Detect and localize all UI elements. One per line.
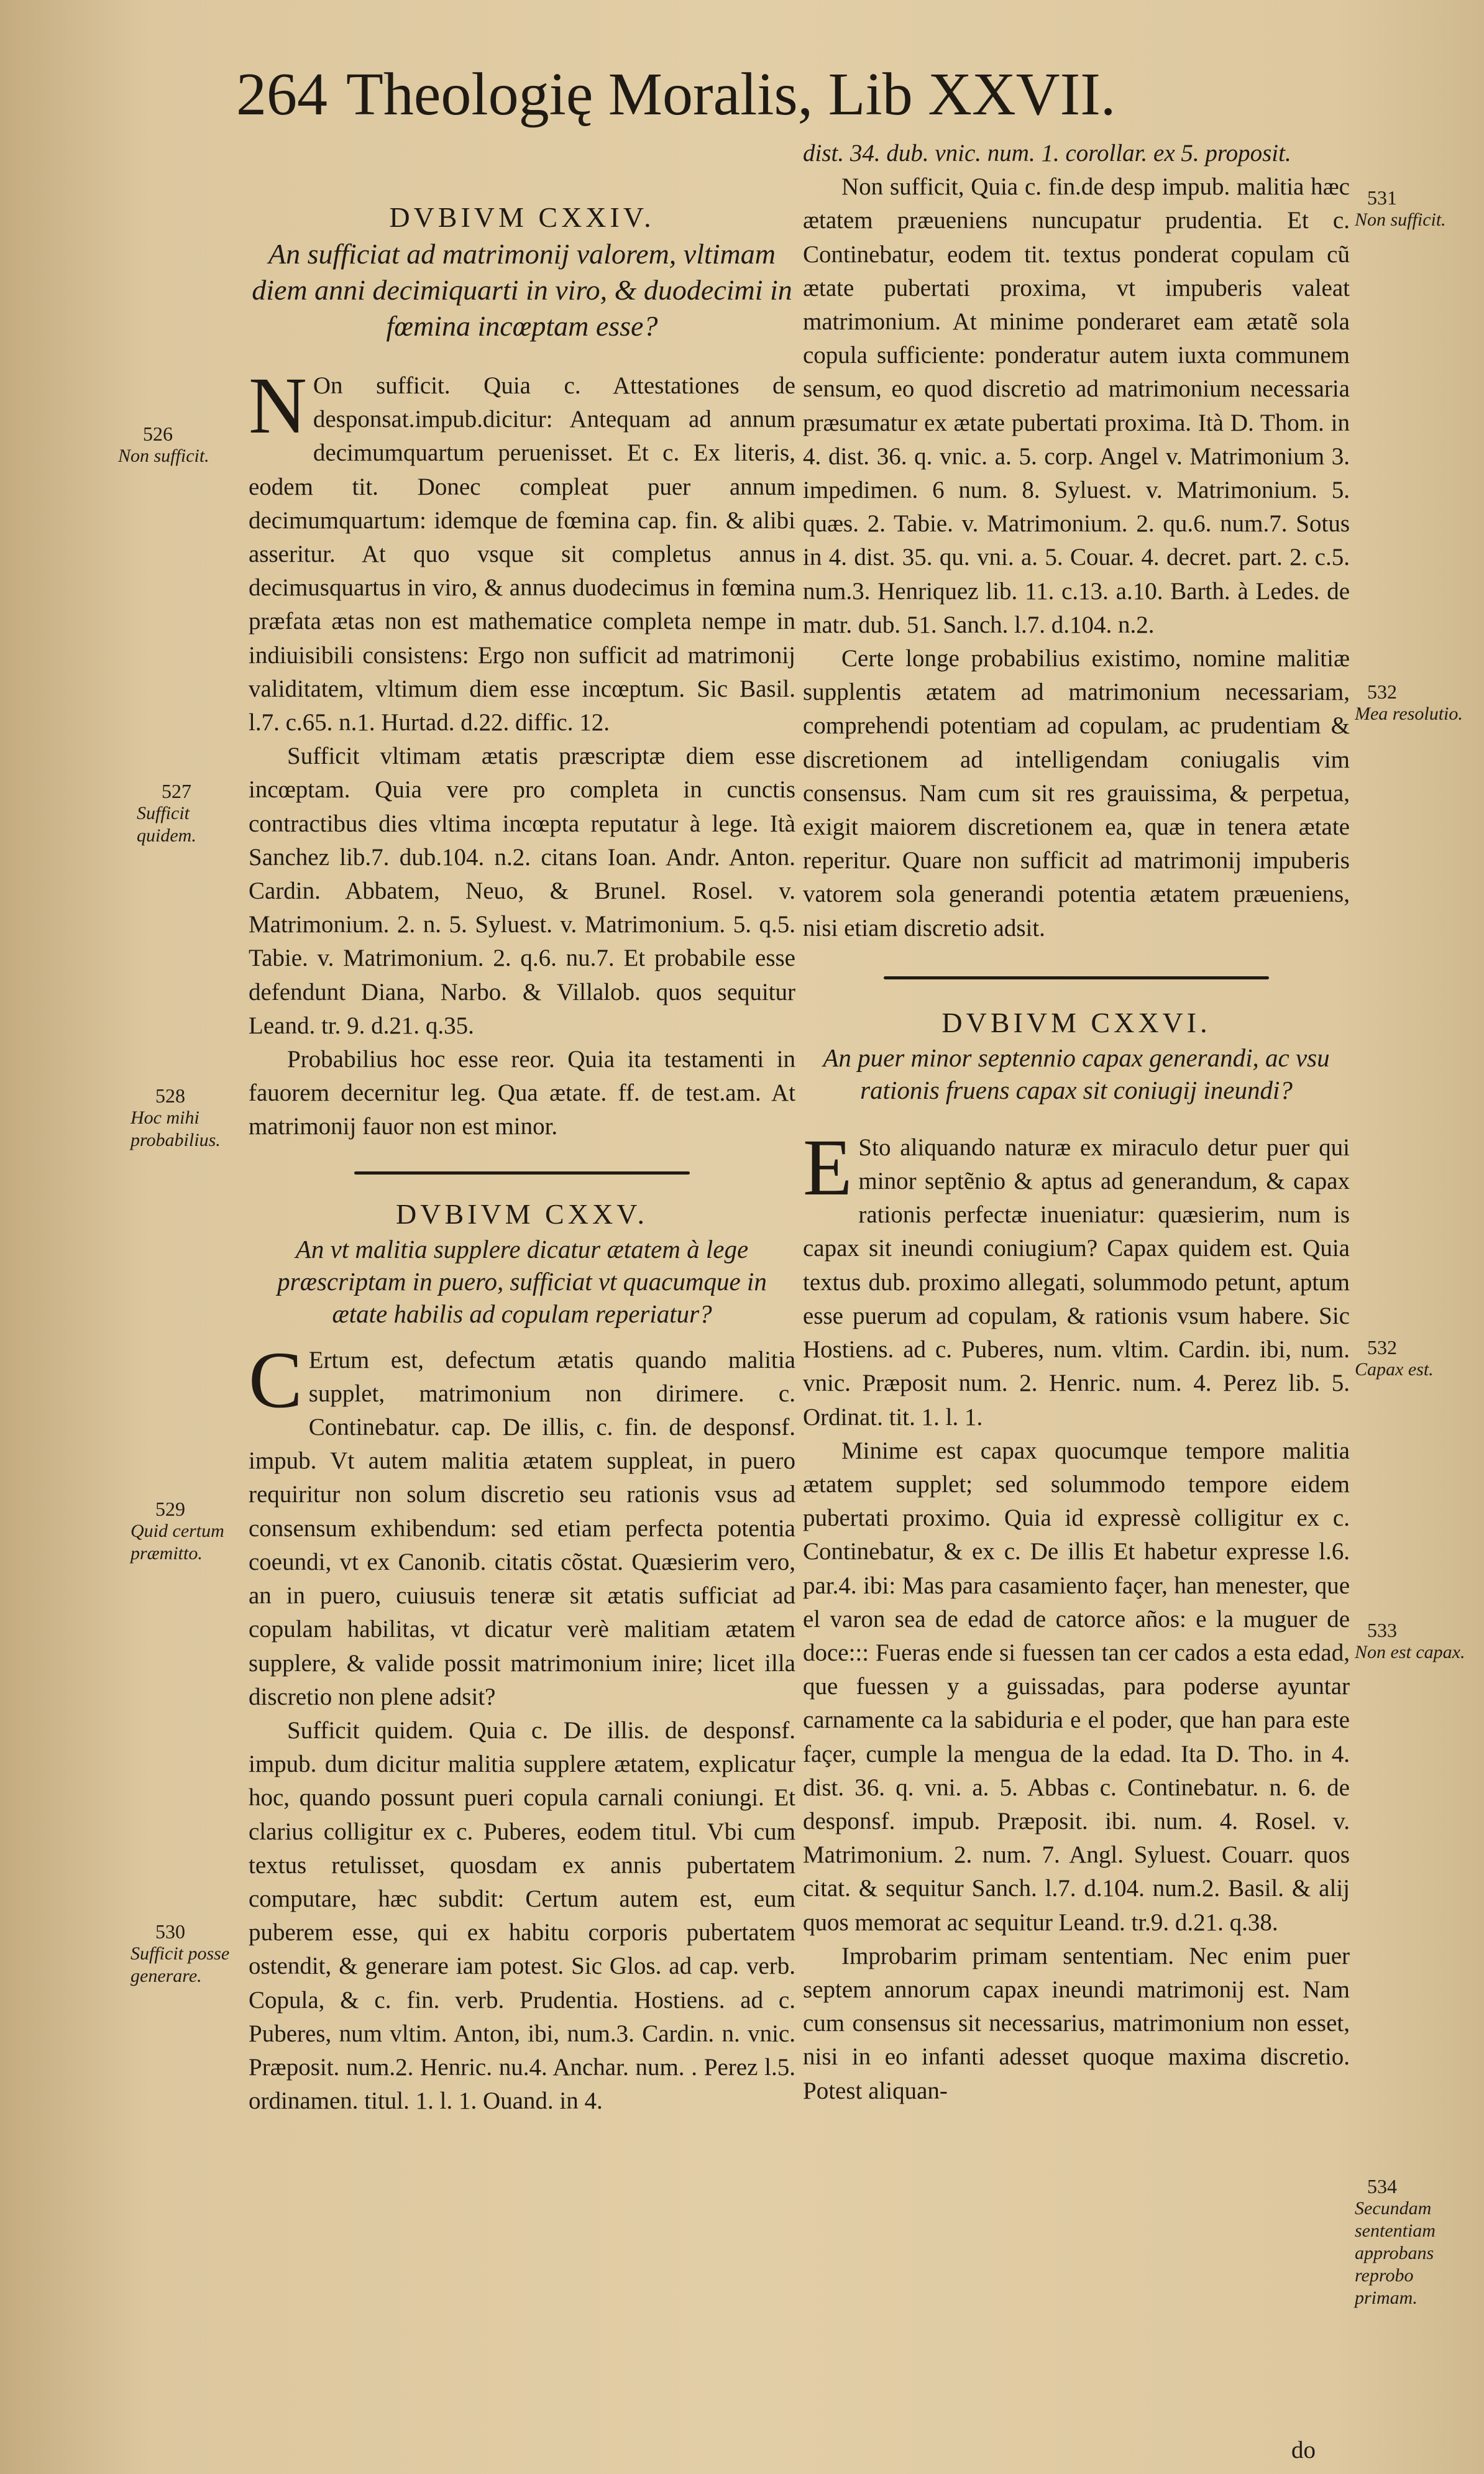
dubium-126-paragraph-2: Minime est capax quocumque tempore malitia ætatem supplet; sed solummodo tempore eidem pubertati proximo. Quia id expressè colligitur ex c. Continebatur, & ex c. De illis Et habetur expresse l.6. par.4. ibi: Mas para casamiento façer, han menester, que el varon sea de edad de catorce años: e la muguer de doce::: Fueras ende si fuessen tan cer cados a esta edad, que fuessen y a guissadas, para poderse ayuntar carnamente ca la sabiduria e el poder, que han para este façer, cumple la mengua de la edad. Ita D. Tho. in 4. dist. 36. q. vni. a. 5. Abbas c. Continebatur. n. 6. de desponsf. impub. Præposit. ibi. num. 4. Rosel. v. Matrimonium. 2. num. 7. Angl. Syluest. Couarr. quos citat. & sequitur Sanch. l.7. d.104. num.2. Basil. & alij quos memorat ac sequitur Leand. tr.9. d.21. q.38. <box>803 1437 1350 1936</box>
margin-note-533 <box>1355 1619 1473 1664</box>
margin-note-531 <box>1355 186 1473 231</box>
margin-note-528 <box>131 1084 242 1152</box>
margin-note-text: Capax est. <box>1355 1359 1434 1380</box>
dubium-126-question: An puer minor septennio capax generandi, ac vsu rationis fruens capax sit coniugij ineundi? <box>823 1043 1330 1104</box>
paragraph-text: Sto aliquando naturæ ex miraculo detur puer qui minor septẽnio & aptus ad generandum, & capax rationis perfectæ inueniatur: quæsierim, num is capax sit ineundi coniugium? Capax quidem est. Quia textus dub. proximo allegati, solummodo petunt, aptum esse puerum ad copulam, & rationis vsum habere. Sic Hostiens. ad c. Puberes, num. vltim. Cardin. ibi, num. vnic. Præposit num. 2. Henric. num. 4. Perez lib. 5. Ordinat. tit. 1. l. 1. <box>803 1134 1350 1431</box>
margin-note-text: Sufficit posse generare. <box>131 1943 230 1986</box>
running-title: Theologię Moralis, Lib XXVII. <box>346 61 1116 128</box>
page-number: 264 <box>236 61 327 128</box>
dubium-125-paragraph-3: Non sufficit, Quia c. fin.de desp impub. malitia hæc ætatem præueniens nuncupatur prudentia. Et c. Continebatur, eodem tit. textus ponderat copulam cũ ætate pubertati proxima, vt impuberis valeat matrimonium. At minime ponderaret eam ætatẽ sola copula sufficiente: ponderatur autem iuxta communem sensum, eo quod discretio ad matrimonium necessaria præsumatur ex ætate pubertati proxima. Ità D. Thom. in 4. dist. 36. q. vnic. a. 5. corp. Angel v. Matrimonium 3. impedimen. 6 num. 8. Syluest. v. Matrimonium. 5. quæs. 2. Tabie. v. Matrimonium. 2. qu.6. num.7. Sotus in 4. dist. 35. qu. vni. a. 5. Couar. 4. decret. part. 2. c.5. num.3. Henriquez lib. 11. c.13. a.10. Barth. à Ledes. de matr. dub. 51. Sanch. l.7. d.104. n.2. <box>803 173 1350 638</box>
margin-note-526 <box>118 423 236 467</box>
margin-note-number: 528 <box>155 1084 185 1107</box>
margin-note-number: 531 <box>1367 186 1397 209</box>
dubium-126-heading: DVBIVM CXXVI. <box>941 1006 1211 1038</box>
margin-note-text: Non sufficit. <box>1355 209 1446 230</box>
margin-note-text: Hoc mihi probabilius. <box>131 1107 221 1150</box>
dubium-125-paragraph-1 <box>249 1335 795 1714</box>
drop-cap: E <box>803 1122 853 1212</box>
running-head <box>236 60 1293 134</box>
dubium-124-question: An sufficiat ad matrimonij valorem, vltimam diem anni decimiquarti in viro, & duodecimi in fœmina incœptam esse? <box>252 238 792 342</box>
dubium-124-heading: DVBIVM CXXIV. <box>389 201 655 233</box>
dubium-124-paragraph-1 <box>249 361 795 740</box>
margin-note-527 <box>137 780 242 847</box>
drop-cap: N <box>249 361 307 451</box>
margin-note-529 <box>131 1498 242 1565</box>
dubium-126-paragraph-1 <box>803 1122 1350 1434</box>
dubium-124-paragraph-2: Sufficit vltimam ætatis præscriptæ diem esse incœptam. Quia vere pro completa in cunctis contractibus dies vltima incœpta reputatur à lege. Ità Sanchez lib.7. dub.104. n.2. citans Ioan. Andr. Anton. Cardin. Abbatem, Neuo, & Brunel. Rosel. v. Matrimonium. 2. n. 5. Syluest. v. Matrimonium. 5. q.5. Tabie. v. Matrimonium. 2. q.6. nu.7. Et probabile esse defendunt Diana, Narbo. & Villalob. quos sequitur Leand. tr. 9. d.21. q.35. <box>249 743 795 1039</box>
margin-note-number: 534 <box>1367 2175 1397 2197</box>
margin-note-number: 526 <box>143 423 173 445</box>
margin-note-530 <box>131 1920 242 1987</box>
margin-note-text: Non est capax. <box>1355 1642 1465 1662</box>
margin-note-text: Non sufficit. <box>118 446 209 466</box>
dubium-125-paragraph-4: Certe longe probabilius existimo, nomine malitiæ supplentis ætatem ad matrimonium necessariam, comprehendi potentiam ad copulam, ac prudentiam & discretionem ad intelligendam coniugalis vim consensus. Nam cum sit res grauissima, & perpetua, exigit maiorem discretionem ea, quæ in tenera ætate reperitur. Quare non sufficit ad matrimonij impuberis vatorem sola generandi potentia ætatem præueniens, nisi etiam discretio adsit. <box>803 645 1350 941</box>
margin-note-number: 530 <box>155 1920 185 1943</box>
margin-note-number: 527 <box>162 780 191 802</box>
right-column <box>803 137 1350 2108</box>
left-column <box>249 143 795 2118</box>
paragraph-text: Ertum est, defectum ætatis quando malitia supplet, matrimonium non dirimere. c. Continebatur. cap. De illis, c. fin. de desponsf. impub. Vt autem malitia ætatem suppleat, in puero requiritur non solum discretio seu rationis vsus ad consensum exhibendum: sed etiam perfecta potentia coeundi, vt ex Canonib. citatis cõstat. Quæsierim vero, an in puero, cuiusuis teneræ sit ætatis sufficiat ad copulam habilitas, vt dicatur verè malitiam ætatem supplere, & valide possit matrimonium inire; licet illa discretio non plene adsit? <box>249 1346 795 1710</box>
paragraph-text: On sufficit. Quia c. Attestationes de desponsat.impub.dicitur: Antequam ad annum decimumquartum peruenisset. Et c. Ex literis, eodem tit. Donec compleat puer annum decimumquartum: idemque de fœmina cap. fin. & alibi asseritur. At quo vsque sit completus annus decimusquartus in viro, & annus duodecimus in fœmina præfata ætas non est mathematice completa nempe in indiuisibili consistens: Ergo non sufficit ad matrimonij validitatem, vltimum diem esse incœptum. Sic Basil. l.7. c.65. n.1. Hurtad. d.22. diffic. 12. <box>249 372 795 736</box>
catchword: do <box>1291 2437 1316 2463</box>
margin-note-number: 532 <box>1367 680 1397 703</box>
dubium-125-heading: DVBIVM CXXV. <box>396 1198 648 1230</box>
margin-note-534 <box>1355 2175 1473 2309</box>
margin-note-number: 533 <box>1367 1619 1397 1641</box>
margin-note-text: Mea resolutio. <box>1355 703 1463 724</box>
dubium-125-question: An vt malitia supplere dicatur ætatem à lege præscriptam in puero, sufficiat vt quacumque in ætate habilis ad copulam reperiatur? <box>277 1234 767 1328</box>
margin-note-number: 532 <box>1367 1336 1397 1358</box>
margin-note-532 <box>1355 680 1473 725</box>
dubium-126-paragraph-3: Improbarim primam sententiam. Nec enim puer septem annorum capax ineundi matrimonij est. Nam cum consensus sit necessarius, matrimonium non esset, nisi in eo infanti adesset quoque maxima discretio. Potest aliquan- <box>803 1942 1350 2104</box>
margin-note-text: Quid certum præmitto. <box>131 1521 224 1564</box>
margin-note-number: 529 <box>155 1498 185 1520</box>
margin-note-text: Secundam sententiam approbans reprobo primam. <box>1355 2198 1436 2308</box>
dubium-125-paragraph-2: Sufficit quidem. Quia c. De illis. de desponsf. impub. dum dicitur malitia supplere ætatem, explicatur hoc, quando possunt pueri copula carnali coniungi. Et clarius colligitur ex c. Puberes, eodem titul. Vbi cum textus retulisset, quosdam ex annis pubertatem computare, hæc subdit: Certum autem est, eum puberem esse, qui ex habitu corporis pubertatem ostendit, & generare iam potest. Sic Glos. ad cap. verb. Copula, & c. fin. verb. Prudentia. Hostiens. ad c. Puberes, num vltim. Anton, ibi, num.3. Cardin. n. vnic. Præposit. num.2. Henric. nu.4. Anchar. num. . Perez l.5. ordinamen. titul. 1. l. 1. Ouand. in 4. <box>249 1716 795 2115</box>
continued-citation: dist. 34. dub. vnic. num. 1. corollar. ex 5. proposit. <box>803 140 1291 167</box>
margin-note-text: Sufficit quidem. <box>137 803 196 846</box>
margin-note-532b <box>1355 1336 1473 1381</box>
dubium-124-paragraph-3: Probabilius hoc esse reor. Quia ita testamenti in fauorem decernitur leg. Qua ætate. ff. de test.am. At matrimonij fauor non est minor. <box>249 1046 795 1140</box>
drop-cap: C <box>249 1335 303 1425</box>
